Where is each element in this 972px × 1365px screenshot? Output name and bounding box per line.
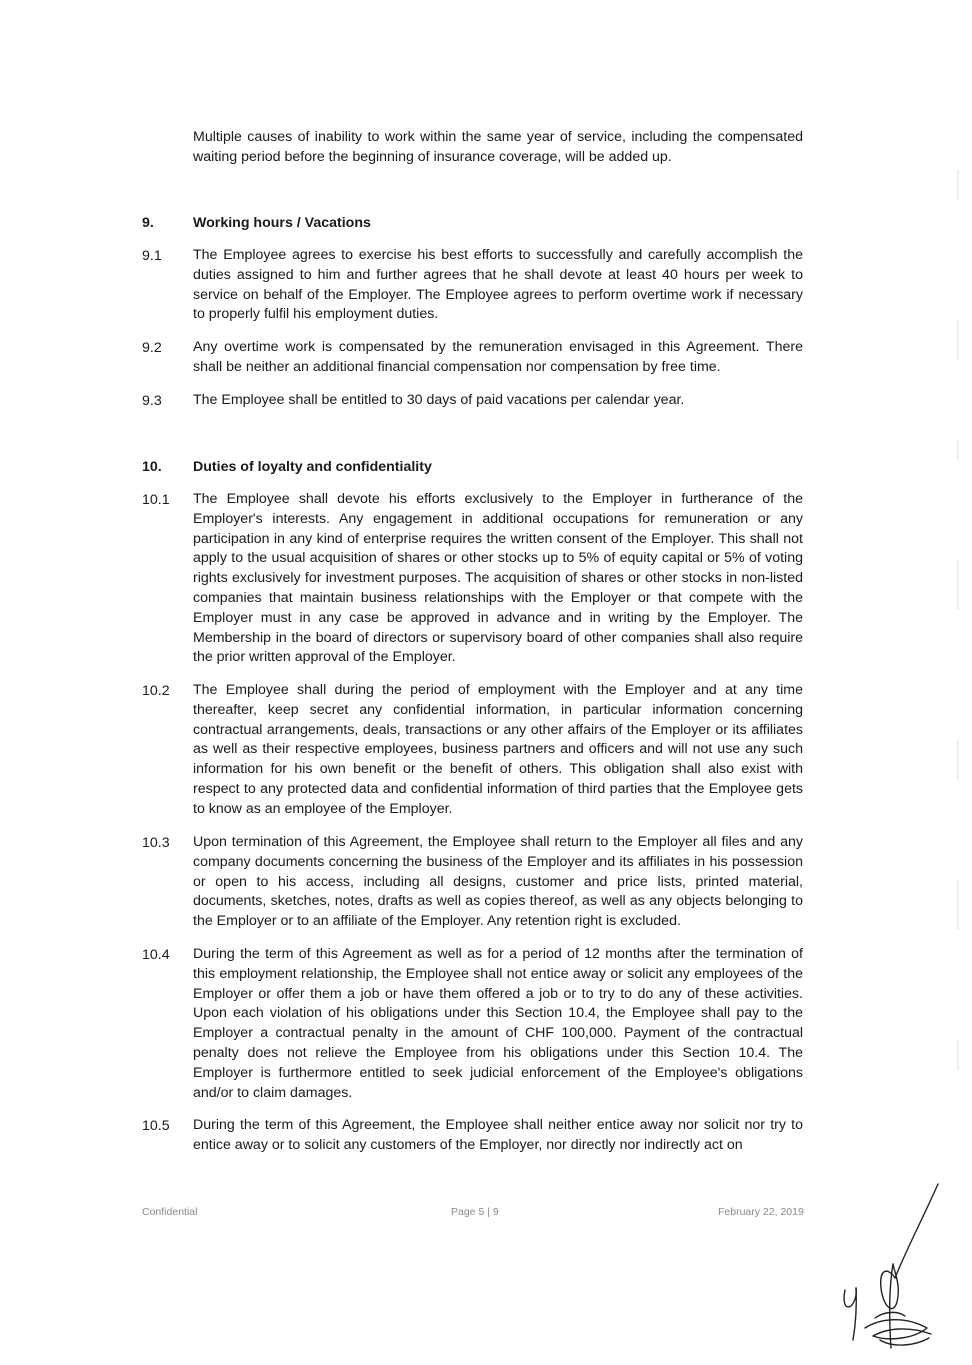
- clause-text: The Employee shall during the period of employment with the Employer and at any time thereafter, keep secret any confidential information, in particular information concerning contractual arrangements, deals, transactions or any other affairs of the Employer or its affiliates as well as their respective employees, business partners and officers and will not use any such information for his own benefit or the benefit of others. This obligation shall also exist with respect to any protected data and confidential information of third parties that the Employee gets to know as an employee of the Employer.: [193, 682, 803, 817]
- clause-9-2: [142, 338, 803, 378]
- clause-text: During the term of this Agreement as well as for a period of 12 months after the termination of this employment relationship, the Employee shall not entice away or solicit any employees of the Employer or offer them a job or have them offered a job or to try to do any of these activities. Upon each violation of his obligations under this Section 10.4, the Employee shall pay to the Employer a contractual penalty in the amount of CHF 100,000. Payment of the contractual penalty does not relieve the Employee from his obligations under this Section 10.4. The Employer is furthermore entitled to seek judicial enforcement of the Employee's obligations and/or to claim damages.: [193, 946, 803, 1101]
- scan-margin-marks: [952, 140, 964, 1190]
- clause-10-4: [142, 945, 803, 1103]
- clause-number: 9.1: [142, 248, 162, 264]
- clause-text: The Employee shall be entitled to 30 days of paid vacations per calendar year.: [193, 392, 685, 408]
- clause-number: 10.3: [142, 835, 170, 851]
- clause-number: 10.2: [142, 683, 170, 699]
- clause-text: Upon termination of this Agreement, the Employee shall return to the Employer all files and any company documents concerning the business of the Employer and its affiliates in his possession or open to his access, including all designs, customer and price lists, printed material, documents, sketches, notes, drafts as well as copies thereof, as well as any objects belonging to the Employer or to an affiliate of the Employer. Any retention right is excluded.: [193, 834, 803, 930]
- clause-9-3: [142, 391, 803, 411]
- clause-text: During the term of this Agreement, the Employee shall neither entice away nor solicit nor try to entice away or to solicit any customers of the Employer, nor directly nor indirectly act on: [193, 1117, 803, 1153]
- section-title: Duties of loyalty and confidentiality: [193, 459, 432, 475]
- clause-number: 10.1: [142, 492, 170, 508]
- clause-9-1: [142, 246, 803, 325]
- section-number: 10.: [142, 459, 162, 475]
- clause-number: 10.5: [142, 1118, 170, 1134]
- footer-confidential: Confidential: [142, 1206, 198, 1218]
- clause-10-5: [142, 1116, 803, 1156]
- handwritten-signature-icon: [835, 1178, 945, 1353]
- clause-10-3: [142, 833, 803, 932]
- clause-10-1: [142, 490, 803, 668]
- footer-date: February 22, 2019: [718, 1206, 804, 1218]
- section-number: 9.: [142, 215, 154, 231]
- clause-text: The Employee shall devote his efforts exclusively to the Employer in furtherance of the Employer's interests. Any engagement in additional occupations for remuneration or any participation in any kind of enterprise requires the written consent of the Employer. This shall not apply to the usual acquisition of shares or other stocks up to 5% of equity capital or 5% of voting rights exclusively for investment purposes. The acquisition of shares or other stocks in non-listed companies that maintain business relationships with the Employer or that compete with the Employer must in any case be approved in advance and in writing by the Employer. The Membership in the board of directors or supervisory board of other companies shall also require the prior written approval of the Employer.: [193, 491, 803, 666]
- clause-10-2: [142, 681, 803, 820]
- clause-number: 9.2: [142, 340, 162, 356]
- clause-text: The Employee agrees to exercise his best efforts to successfully and carefully accomplish the duties assigned to him and further agrees that he shall devote at least 40 hours per week to service on behalf of the Employer. The Employee agrees to perform overtime work if necessary to properly fulfil his employment duties.: [193, 247, 803, 323]
- clause-text: Any overtime work is compensated by the remuneration envisaged in this Agreement. There shall be neither an additional financial compensation nor compensation by free time.: [193, 339, 803, 375]
- section-title: Working hours / Vacations: [193, 215, 371, 231]
- clause-number: 9.3: [142, 393, 162, 409]
- clause-number: 10.4: [142, 947, 170, 963]
- intro-paragraph: Multiple causes of inability to work within the same year of service, including the compensated waiting period before the beginning of insurance coverage, will be added up.: [193, 129, 803, 165]
- footer-page-number: Page 5 | 9: [451, 1206, 499, 1218]
